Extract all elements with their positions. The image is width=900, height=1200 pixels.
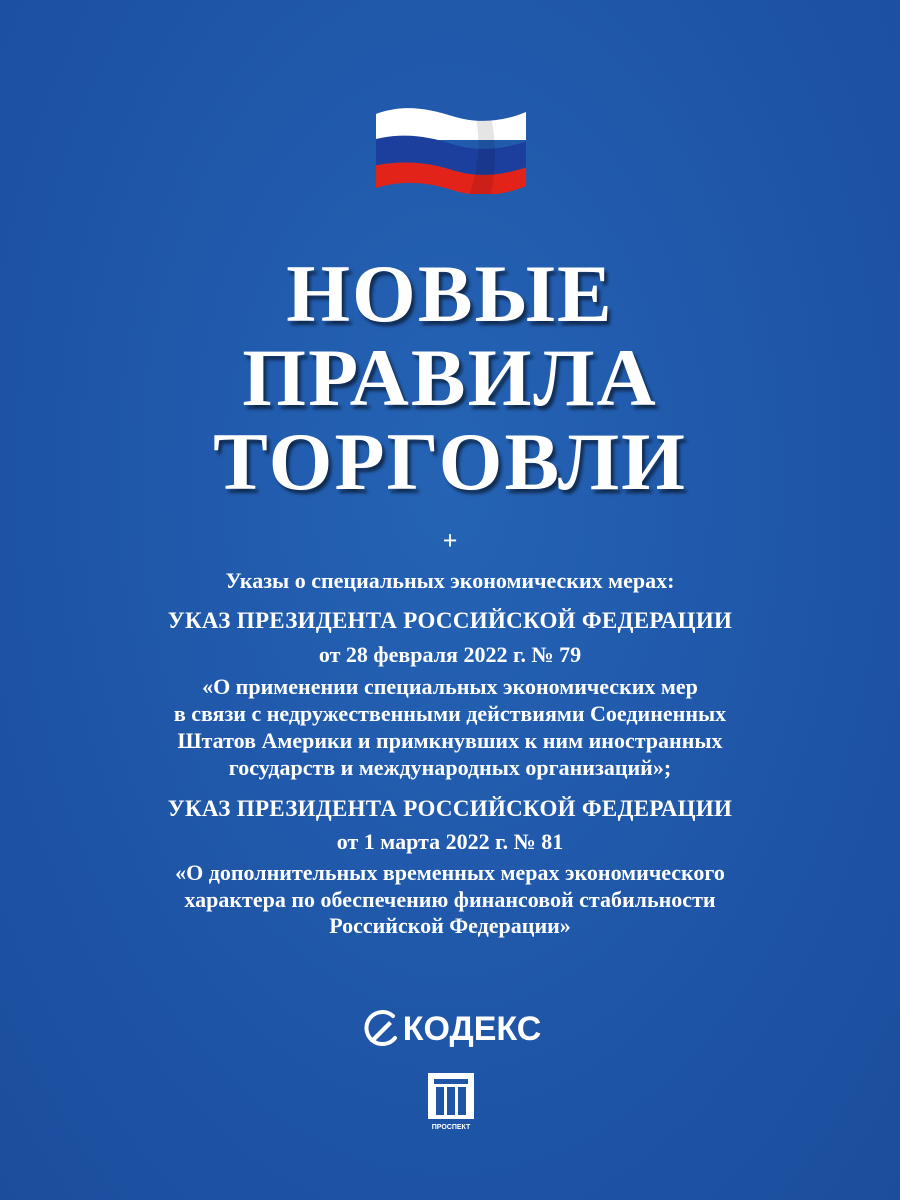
decree1-name-line: в связи с недружественными действиями Соединенных bbox=[173, 701, 727, 726]
decree1-name-line: Штатов Америки и примкнувших к ним иностранных bbox=[177, 728, 723, 753]
decree2-date: от 1 марта 2022 г. № 81 bbox=[336, 829, 564, 854]
subtitle: Указы о специальных экономических мерах: bbox=[225, 568, 675, 593]
decree2-name-line: Российской Федерации» bbox=[329, 913, 571, 938]
decree1-name-line: государств и международных организаций»; bbox=[228, 755, 672, 780]
decree2-name-line: характера по обеспечению финансовой стабильности bbox=[184, 887, 716, 912]
decree2-heading: УКАЗ ПРЕЗИДЕНТА РОССИЙСКОЙ ФЕДЕРАЦИИ bbox=[167, 796, 733, 821]
decree2-name-line: «О дополнительных временных мерах экономического bbox=[175, 860, 725, 885]
title-line-1: НОВЫЕ bbox=[286, 248, 614, 339]
prospekt-label: ПРОСПЕКТ bbox=[431, 1124, 471, 1131]
decree1-heading: УКАЗ ПРЕЗИДЕНТА РОССИЙСКОЙ ФЕДЕРАЦИИ bbox=[167, 608, 733, 633]
plus-sign: + bbox=[442, 526, 458, 555]
title-line-2: ПРАВИЛА bbox=[242, 332, 658, 423]
kodeks-pen-icon bbox=[359, 1008, 401, 1050]
prospekt-building-icon bbox=[424, 1071, 478, 1131]
decree1-date: от 28 февраля 2022 г. № 79 bbox=[318, 642, 582, 667]
kodeks-logo-text: КОДЕКС bbox=[402, 1009, 542, 1048]
kodeks-logo bbox=[359, 1008, 542, 1050]
kodeks-logo-row bbox=[0, 1008, 900, 1055]
title-line-3: ТОРГОВЛИ bbox=[213, 416, 687, 507]
decree1-name-line: «О применении специальных экономических мер bbox=[202, 674, 698, 699]
russian-flag-icon bbox=[372, 104, 530, 194]
